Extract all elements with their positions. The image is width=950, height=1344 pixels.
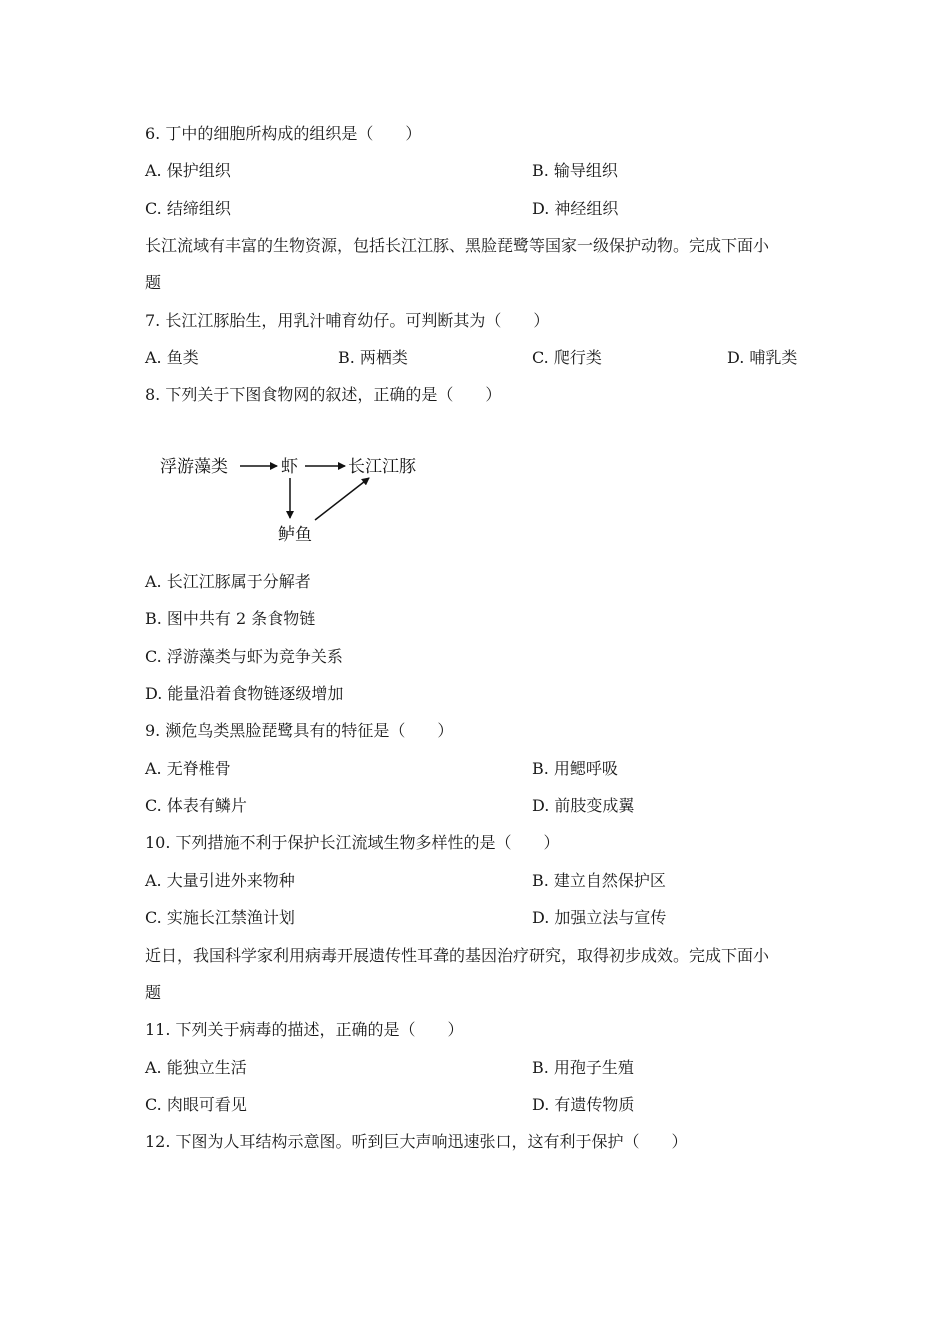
intro2-line1: 近日，我国科学家利用病毒开展遗传性耳聋的基因治疗研究，取得初步成效。完成下面小 <box>145 946 770 965</box>
q10-option-d: D. 加强立法与宣传 <box>532 908 667 927</box>
q9-stem: 9. 濒危鸟类黑脸琵鹭具有的特征是（ ） <box>145 721 454 740</box>
intro2-line2: 题 <box>145 983 162 1002</box>
q8-option-d: D. 能量沿着食物链逐级增加 <box>145 684 344 703</box>
q12-stem: 12. 下图为人耳结构示意图。听到巨大声响迅速张口，这有利于保护（ ） <box>145 1132 688 1151</box>
q6-option-d: D. 神经组织 <box>532 199 619 218</box>
q7-option-c: C. 爬行类 <box>532 348 602 367</box>
arrow-perch-to-dolphin <box>315 478 369 520</box>
q11-option-c: C. 肉眼可看见 <box>145 1095 247 1114</box>
food-web-dolphin: 长江江豚 <box>348 457 416 477</box>
food-web-diagram <box>160 448 440 558</box>
q7-option-a: A. 鱼类 <box>145 348 199 367</box>
q6-option-c: C. 结缔组织 <box>145 199 231 218</box>
q7-option-b: B. 两栖类 <box>338 348 408 367</box>
q8-stem: 8. 下列关于下图食物网的叙述，正确的是（ ） <box>145 385 502 404</box>
q11-stem: 11. 下列关于病毒的描述，正确的是（ ） <box>145 1020 464 1039</box>
q10-stem: 10. 下列措施不利于保护长江流域生物多样性的是（ ） <box>145 833 560 852</box>
q9-option-a: A. 无脊椎骨 <box>145 759 231 778</box>
q8-option-b: B. 图中共有 2 条食物链 <box>145 609 316 628</box>
q7-stem: 7. 长江江豚胎生，用乳汁哺育幼仔。可判断其为（ ） <box>145 311 550 330</box>
q11-option-d: D. 有遗传物质 <box>532 1095 635 1114</box>
food-web-perch: 鲈鱼 <box>278 525 312 545</box>
q9-option-b: B. 用鳃呼吸 <box>532 759 618 778</box>
q6-option-b: B. 输导组织 <box>532 161 618 180</box>
q7-option-d: D. 哺乳类 <box>727 348 798 367</box>
q9-option-c: C. 体表有鳞片 <box>145 796 247 815</box>
q6-option-a: A. 保护组织 <box>145 161 231 180</box>
q11-option-b: B. 用孢子生殖 <box>532 1058 634 1077</box>
food-web-shrimp: 虾 <box>281 457 298 477</box>
q8-option-c: C. 浮游藻类与虾为竞争关系 <box>145 647 343 666</box>
q10-option-b: B. 建立自然保护区 <box>532 871 666 890</box>
intro1-line1: 长江流域有丰富的生物资源，包括长江江豚、黑脸琵鹭等国家一级保护动物。完成下面小 <box>145 236 770 255</box>
q9-option-d: D. 前肢变成翼 <box>532 796 635 815</box>
q8-option-a: A. 长江江豚属于分解者 <box>145 572 311 591</box>
intro1-line2: 题 <box>145 273 162 292</box>
q11-option-a: A. 能独立生活 <box>145 1058 247 1077</box>
food-web-producer: 浮游藻类 <box>160 457 228 477</box>
q10-option-a: A. 大量引进外来物种 <box>145 871 295 890</box>
q10-option-c: C. 实施长江禁渔计划 <box>145 908 295 927</box>
q6-stem: 6. 丁中的细胞所构成的组织是（ ） <box>145 124 422 143</box>
